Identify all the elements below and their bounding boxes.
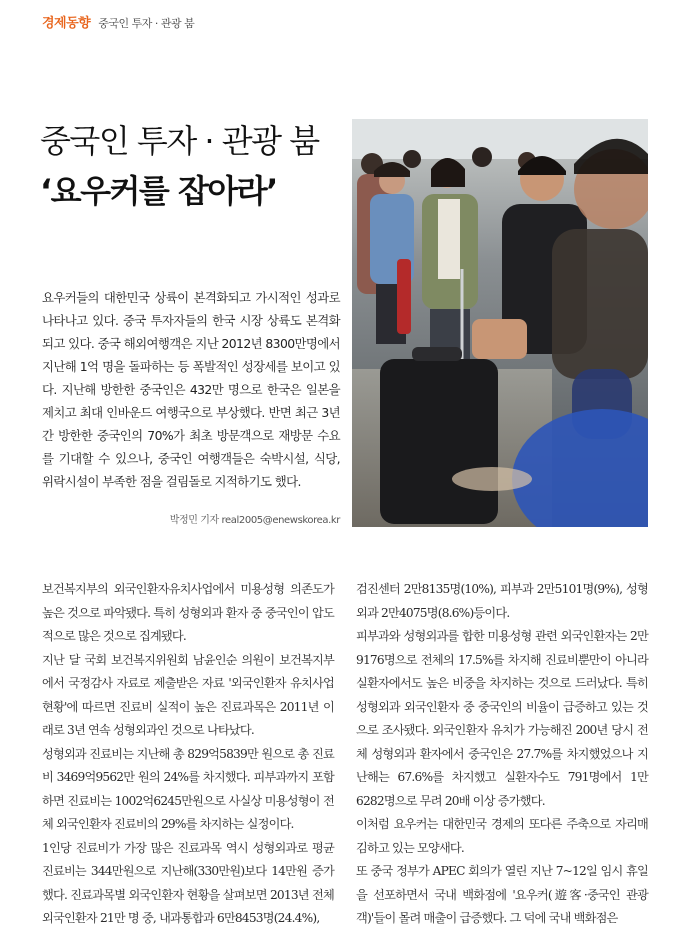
body-paragraph: 이처럼 요우커는 대한민국 경제의 또다른 주축으로 자리매김하고 있는 모양새다. [356, 817, 648, 855]
body-column-right [356, 578, 648, 931]
body-paragraph: 또 중국 정부가 APEC 회의가 열린 지난 7~12일 임시 휴일을 선포하면서 국내 백화점에 '요우커(遊客·중국인 관광객)'들이 몰려 매출이 급증했다. 그 덕에 국내 백화점은 [356, 864, 648, 925]
body-paragraph: 1인당 진료비가 가장 많은 진료과목 역시 성형외과로 평균 진료비는 344만원으로 지난해(330만원)보다 14만원 증가했다. 진료과목별 외국인환자 현황을 살펴보면 2013년 전체 외국인환자 21만 명 중, 내과통합과 6만8453명(24.4%), [42, 840, 334, 925]
article-photo [352, 119, 648, 527]
body-paragraph: 성형외과 진료비는 지난해 총 829억5839만 원으로 총 진료비 3469억9562만 원의 24%를 차지했다. 피부과까지 포함하면 진료비는 1002억6245만원으로 사실상 미용성형이 전체 외국인환자 진료비의 29%를 차지하는 실정이다. [42, 746, 334, 831]
section-subtitle: 중국인 투자 · 관광 붐 [98, 17, 195, 30]
body-paragraph: 검진센터 2만8135명(10%), 피부과 2만5101명(9%), 성형외과 2만4075명(8.6%)등이다. [356, 582, 648, 620]
body-paragraph: 보건복지부의 외국인환자유치사업에서 미용성형 의존도가 높은 것으로 파악됐다. 특히 성형외과 환자 중 중국인이 압도적으로 많은 것으로 집계됐다. [42, 582, 334, 643]
body-paragraph: 피부과와 성형외과를 합한 미용성형 관련 외국인환자는 2만9176명으로 전체의 17.5%를 차지해 진료비뿐만이 아니라 실환자에서도 높은 비중을 차지하는 것으로 드러났다. 특히 성형외과 외국인환자 중 중국인의 비율이 급증하고 있는 것으로 조사됐다. 외국인환자 유치가 가능해진 200년 당시 전체 성형외과 환자에서 중국인은 27.7%를 차지했었으나 지난해는 67.6%를 차지했고 실환자수도 791명에서 1만6282명으로 무려 20배 이상 증가했다. [356, 629, 648, 808]
lead-paragraph: 요우커들의 대한민국 상륙이 본격화되고 가시적인 성과로 나타나고 있다. 중국 투자자들의 한국 시장 상륙도 본격화 되고 있다. 중국 해외여행객은 지난 2012년 8300만명에서 지난해 1억 명을 돌파하는 등 폭발적인 성장세를 보이고 있다. 지난해 방한한 중국인은 432만 명으로 한국은 일본을 제치고 최대 인바운드 여행국으로 부상했다. 반면 최근 3년 간 방한한 중국인의 70%가 최초 방문객으로 재방문 수요를 기대할 수 있으나, 중국인 여행객들은 숙박시설, 식당, 위락시설이 부족한 점을 걸림돌로 지적하기도 했다. [42, 290, 340, 489]
headline-line-1: 중국인 투자 · 관광 붐 [40, 122, 319, 160]
page-header [42, 12, 194, 31]
byline: 박정민 기자 real2005@enewskorea.kr [169, 515, 340, 526]
body-column-left [42, 578, 334, 931]
headline-line-2: ‘요우커를 잡아라’ [40, 172, 277, 210]
body-paragraph: 지난 달 국회 보건복지위원회 남윤인순 의원이 보건복지부에서 국정감사 자료로 제출받은 자료 '외국인환자 유치사업 현황'에 따르면 진료비 실적이 높은 진료과목은 2011년 이래로 3년 연속 성형외과인 것으로 나타났다. [42, 652, 334, 737]
section-tag: 경제동향 [42, 16, 91, 31]
